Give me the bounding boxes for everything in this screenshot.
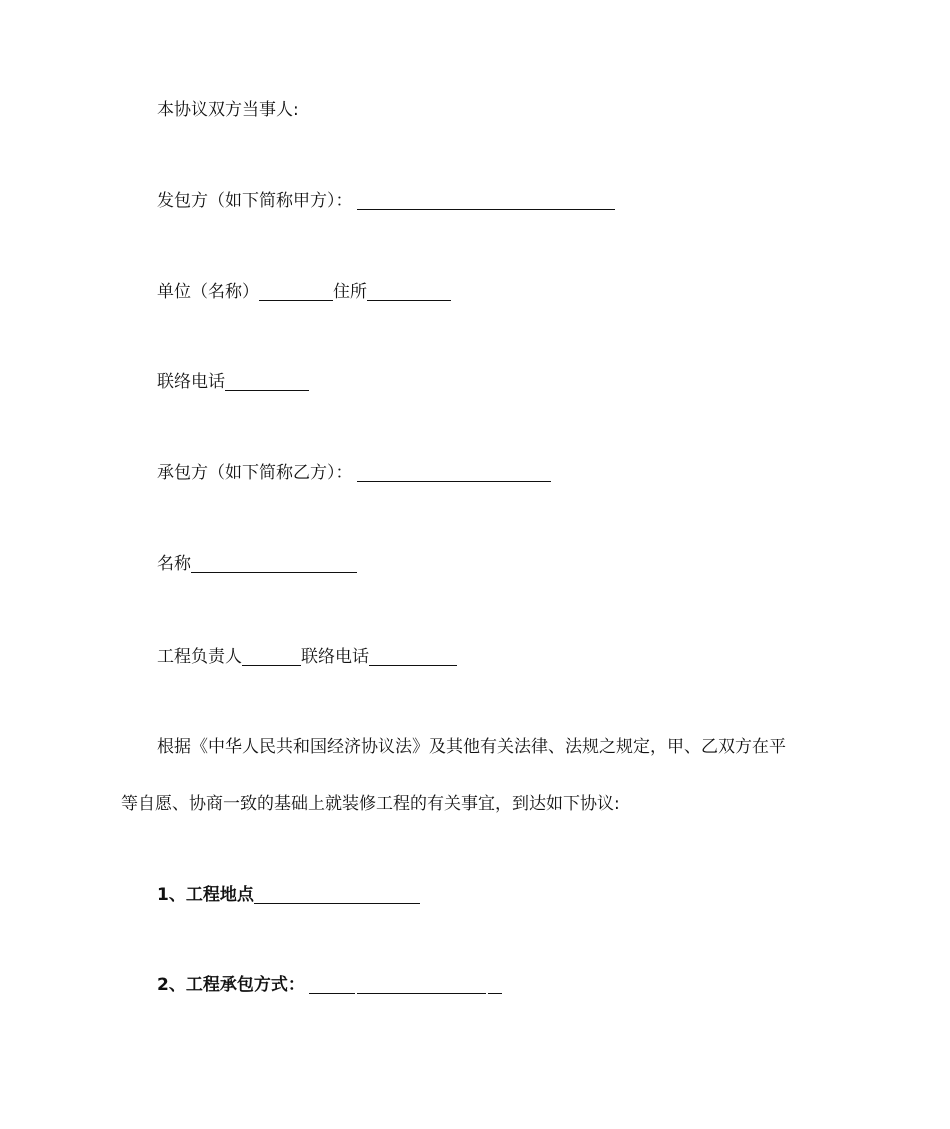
parties-heading: 本协议双方当事人: [157, 100, 299, 120]
preamble-line-2 [121, 792, 620, 816]
party-b-manager-blank[interactable] [242, 647, 301, 666]
preamble-line-1 [157, 735, 786, 759]
party-a-phone-blank[interactable] [225, 372, 309, 391]
parties-heading-line [157, 98, 299, 122]
party-a-unit-line [157, 280, 451, 304]
clause-2-line [157, 973, 502, 997]
clause-2-blank-c[interactable] [488, 975, 502, 994]
party-b-manager-line [157, 645, 457, 669]
party-a-unit-label: 单位（名称） [157, 282, 259, 302]
party-a-label: 发包方（如下简称甲方）： [157, 191, 353, 211]
party-b-phone-label: 联络电话 [301, 647, 369, 667]
party-b-manager-label: 工程负责人 [157, 647, 242, 667]
party-a-address-label: 住所 [333, 282, 367, 302]
clause-2-blank-b[interactable] [357, 975, 486, 994]
party-b-name-line [157, 552, 357, 576]
clause-1-label: 1、工程地点 [157, 885, 254, 905]
clause-1-blank[interactable] [254, 885, 420, 904]
clause-2-blank-a[interactable] [309, 975, 355, 994]
party-a-name-blank[interactable] [357, 191, 615, 210]
party-a-phone-label: 联络电话 [157, 372, 225, 392]
preamble-text-1: 根据《中华人民共和国经济协议法》及其他有关法律、法规之规定，甲、乙双方在平 [157, 737, 786, 757]
party-b-name-blank[interactable] [357, 463, 551, 482]
party-b-name-label: 名称 [157, 554, 191, 574]
party-a-address-blank[interactable] [367, 282, 451, 301]
clause-2-label: 2、工程承包方式： [157, 975, 305, 995]
party-b-phone-blank[interactable] [369, 647, 457, 666]
party-a-line [157, 189, 615, 213]
clause-1-line [157, 883, 420, 907]
party-a-unit-blank[interactable] [259, 282, 333, 301]
preamble-text-2: 等自愿、协商一致的基础上就装修工程的有关事宜，到达如下协议: [121, 794, 620, 814]
party-a-phone-line [157, 370, 309, 394]
party-b-line [157, 461, 551, 485]
party-b-label: 承包方（如下简称乙方）： [157, 463, 353, 483]
party-b-name-field-blank[interactable] [191, 554, 357, 573]
